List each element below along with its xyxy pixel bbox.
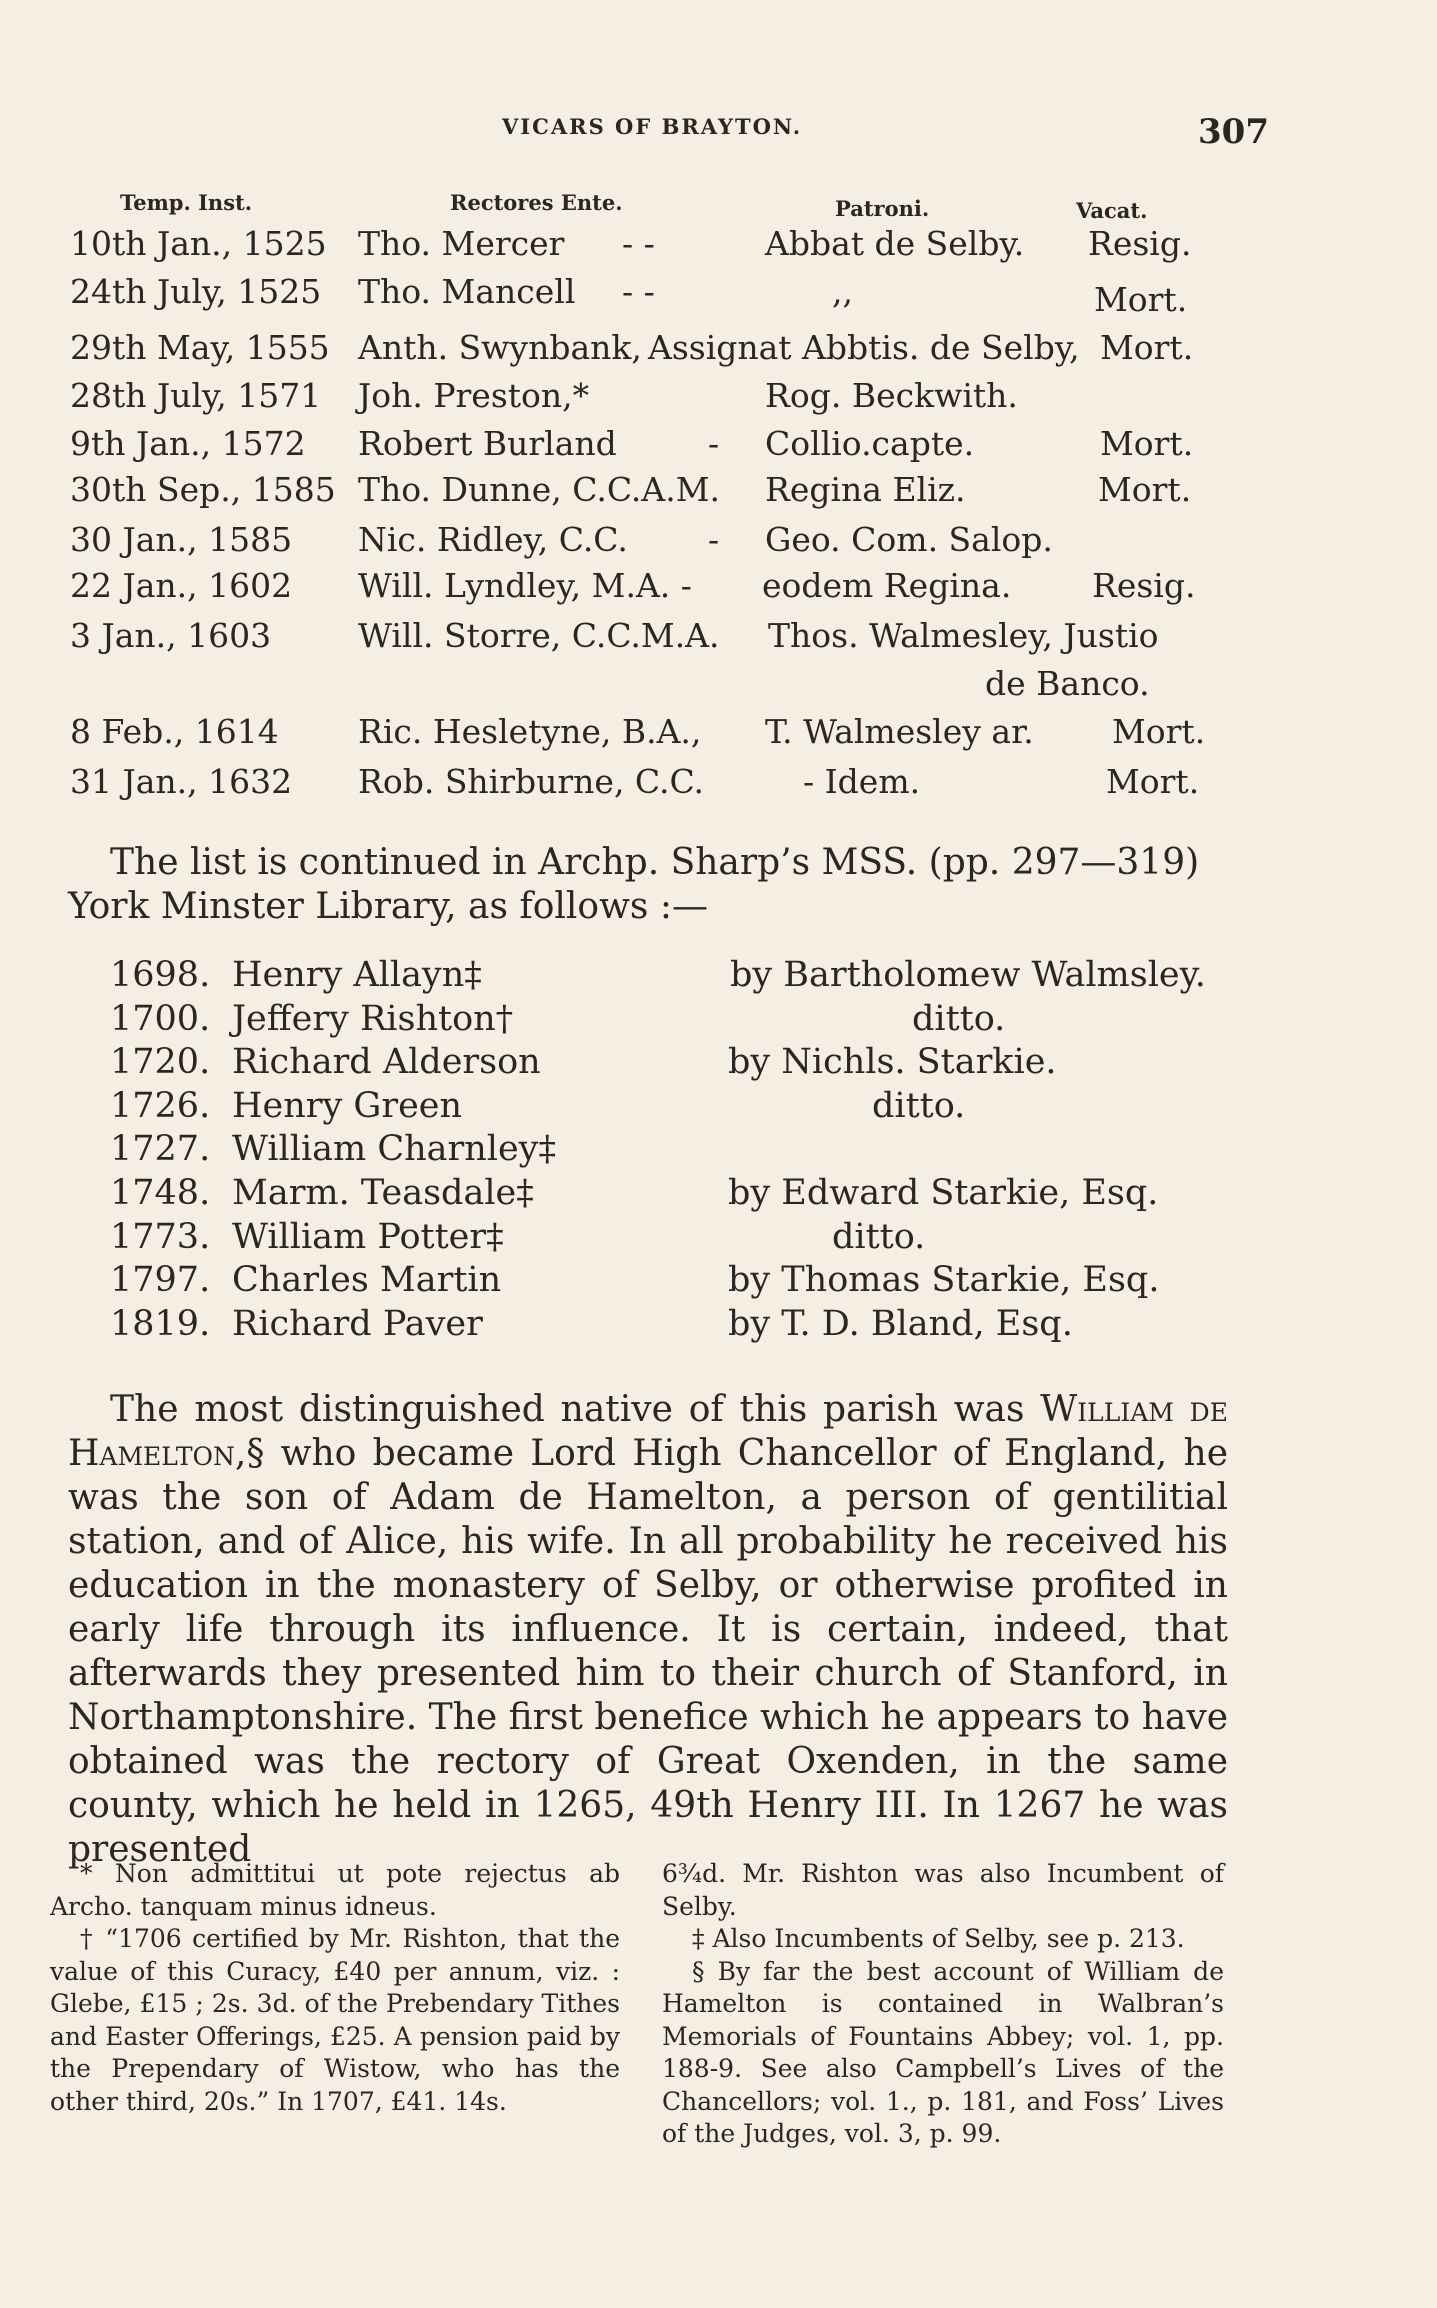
continuation-intro-line-2: York Minster Library, as follows :— (68, 886, 708, 927)
row-date: 31 Jan., 1632 (70, 762, 293, 801)
row-rector: Tho. Dunne, C.C.A.M. (358, 470, 720, 509)
vicar-patron: by Edward Starkie, Esq. (728, 1173, 1159, 1213)
row-rector: Will. Storre, C.C.M.A. (358, 616, 720, 655)
vicar-year: 1773. (110, 1217, 211, 1257)
footnote-section: § By far the best account of William de Hamelton is contained in Walbran’s Memorials of Fountains Abbey; vol. 1, pp. 188-9. See also Campbell’s Lives of the Chancellors; vol. 1., p. 181, and Foss’ Lives of the Judges, vol. 3, p. 99. (662, 1956, 1224, 2148)
row-vacat: Resig. (1092, 566, 1196, 605)
row-patron: Rog. Beckwith. (765, 376, 1018, 415)
row-vacat: Mort. (1100, 328, 1194, 367)
paragraph-text-start: The most distinguished native of this parish was (110, 1389, 1041, 1430)
row-date: 30th Sep., 1585 (70, 470, 336, 509)
row-rector: Anth. Swynbank, (358, 328, 642, 367)
vicar-patron: ditto. (832, 1217, 926, 1257)
row-separator: - (708, 424, 720, 463)
footnote-dagger-continued: 6¾d. Mr. Rishton was also Incumbent of Selby. (662, 1859, 1224, 1921)
continuation-intro-line-1: The list is continued in Archp. Sharp’s MSS. (pp. 297—319) (110, 842, 1200, 883)
table-row (0, 566, 1437, 610)
vicar-name: Henry Allayn‡ (232, 955, 482, 995)
row-patron: Abbat de Selby. (765, 224, 1025, 263)
table-row (0, 616, 1437, 660)
row-vacat: Mort. (1106, 762, 1200, 801)
row-separator: - (708, 520, 720, 559)
row-patron: - Idem. (803, 762, 921, 801)
vicar-patron: ditto. (912, 999, 1006, 1039)
footnote-dagger: † “1706 certified by Mr. Rishton, that the value of this Curacy, £40 per annum, viz. : Glebe, £15 ; 2s. 3d. of the Prebendary Tithes and Easter Offerings, £25. A pension paid by the Prependary of Wistow, who has the other third, 20s.” In 1707, £41. 14s. (50, 1924, 620, 2116)
paragraph-text-rest: who became Lord High Chancellor of England, he was the son of Adam de Hamelton, a person of gentilitial station, and of Alice, his wife. In all probability he received his education in the monastery of Selby, or otherwise profited in early life through its influence. It is certain, indeed, that afterwards they presented him to their church of Stanford, in Northamptonshire. The first benefice which he appears to have obtained was the rectory of Great Oxenden, in the same county, which he held in 1265, 49th Henry III. In 1267 he was presented (68, 1433, 1228, 1870)
row-vacat: Resig. (1088, 224, 1192, 263)
vicar-patron: by T. D. Bland, Esq. (728, 1304, 1073, 1344)
vicar-year: 1727. (110, 1129, 211, 1169)
table-row (0, 712, 1437, 756)
row-date: 3 Jan., 1603 (70, 616, 272, 655)
list-item (0, 1173, 1437, 1217)
vicar-name: Charles Martin (232, 1260, 502, 1300)
table-row (0, 272, 1437, 319)
table-row (0, 520, 1437, 564)
row-rector: Robert Burland (358, 424, 617, 463)
row-rector: Joh. Preston,* (358, 376, 590, 415)
list-item (0, 1129, 1437, 1173)
running-header-title: VICARS OF BRAYTON. (502, 114, 803, 139)
row-patron: ,, (832, 272, 853, 311)
row-date: 30 Jan., 1585 (70, 520, 293, 559)
column-header-rectores: Rectores Ente. (450, 190, 623, 215)
row-date: 22 Jan., 1602 (70, 566, 293, 605)
vicar-name: William Potter‡ (232, 1217, 504, 1257)
paragraph-footnote-mark: § (246, 1433, 265, 1474)
vicar-patron: by Bartholomew Walmsley. (730, 955, 1206, 995)
table-row (0, 376, 1437, 420)
row-patron: eodem Regina. (762, 566, 1012, 605)
row-separator: - - (622, 224, 655, 263)
row-date: 28th July, 1571 (70, 376, 322, 415)
column-header-vacat: Vacat. (1076, 198, 1148, 223)
page-number: 307 (1198, 112, 1269, 152)
row-rector: Ric. Hesletyne, B.A., (358, 712, 702, 751)
vicar-patron: by Thomas Starkie, Esq. (728, 1260, 1160, 1300)
vicar-name: William Charnley‡ (232, 1129, 556, 1169)
list-item (0, 1260, 1437, 1304)
row-rector: Tho. Mercer (358, 224, 565, 263)
row-date: 24th July, 1525 (70, 272, 322, 311)
list-item (0, 1304, 1437, 1348)
table-row (0, 470, 1437, 514)
column-header-temp-inst: Temp. Inst. (120, 190, 253, 215)
footnote-double-dagger: ‡ Also Incumbents of Selby, see p. 213. (692, 1924, 1185, 1953)
footnotes-left-column (50, 1858, 620, 2118)
row-vacat: Mort. (1094, 280, 1188, 319)
row-rector: Nic. Ridley, C.C. (358, 520, 628, 559)
vicar-patron: by Nichls. Starkie. (728, 1042, 1057, 1082)
table-row (0, 424, 1437, 468)
row-patron: de Banco. (985, 664, 1150, 703)
table-row (0, 762, 1437, 806)
row-separator: - - (622, 272, 655, 311)
table-row (0, 664, 1437, 708)
footnotes-right-column (662, 1858, 1224, 2151)
row-patron: Thos. Walmesley, Justio (768, 616, 1159, 655)
vicar-name: Henry Green (232, 1086, 463, 1126)
vicar-name: Marm. Teasdale‡ (232, 1173, 534, 1213)
footnote-asterisk: * Non admittitui ut pote rejectus ab Archo. tanquam minus idneus. (50, 1859, 620, 1921)
vicar-name: Richard Alderson (232, 1042, 541, 1082)
row-patron: Assignat Abbtis. de Selby, (648, 328, 1080, 367)
row-rector: Will. Lyndley, M.A. - (358, 566, 692, 605)
vicar-name: Jeffery Rishton† (232, 999, 514, 1039)
row-rector: Rob. Shirburne, C.C. (358, 762, 705, 801)
table-row (0, 224, 1437, 268)
row-patron: Regina Eliz. (765, 470, 966, 509)
vicar-name: Richard Paver (232, 1304, 483, 1344)
table-row (0, 328, 1437, 372)
list-item (0, 1086, 1437, 1130)
vicar-year: 1748. (110, 1173, 211, 1213)
list-item (0, 1217, 1437, 1261)
vicar-year: 1797. (110, 1260, 211, 1300)
vicar-year: 1700. (110, 999, 211, 1039)
vicar-year: 1819. (110, 1304, 211, 1344)
row-vacat: Mort. (1098, 470, 1192, 509)
paragraph-name-smallcaps: William de Hamelton, (68, 1389, 1228, 1474)
row-date: 9th Jan., 1572 (70, 424, 306, 463)
row-vacat: Mort. (1112, 712, 1206, 751)
row-patron: T. Walmesley ar. (765, 712, 1034, 751)
row-vacat: Mort. (1100, 424, 1194, 463)
vicar-year: 1720. (110, 1042, 211, 1082)
row-date: 10th Jan., 1525 (70, 224, 327, 263)
body-paragraph (68, 1388, 1228, 1872)
row-rector: Tho. Mancell (358, 272, 576, 311)
vicar-year: 1698. (110, 955, 211, 995)
row-patron: Geo. Com. Salop. (765, 520, 1053, 559)
row-patron: Collio.capte. (765, 424, 975, 463)
row-date: 8 Feb., 1614 (70, 712, 279, 751)
row-date: 29th May, 1555 (70, 328, 330, 367)
list-item (0, 999, 1437, 1043)
list-item (0, 1042, 1437, 1086)
vicar-year: 1726. (110, 1086, 211, 1126)
vicar-patron: ditto. (872, 1086, 966, 1126)
column-header-patroni: Patroni. (835, 196, 930, 221)
list-item (0, 955, 1437, 999)
